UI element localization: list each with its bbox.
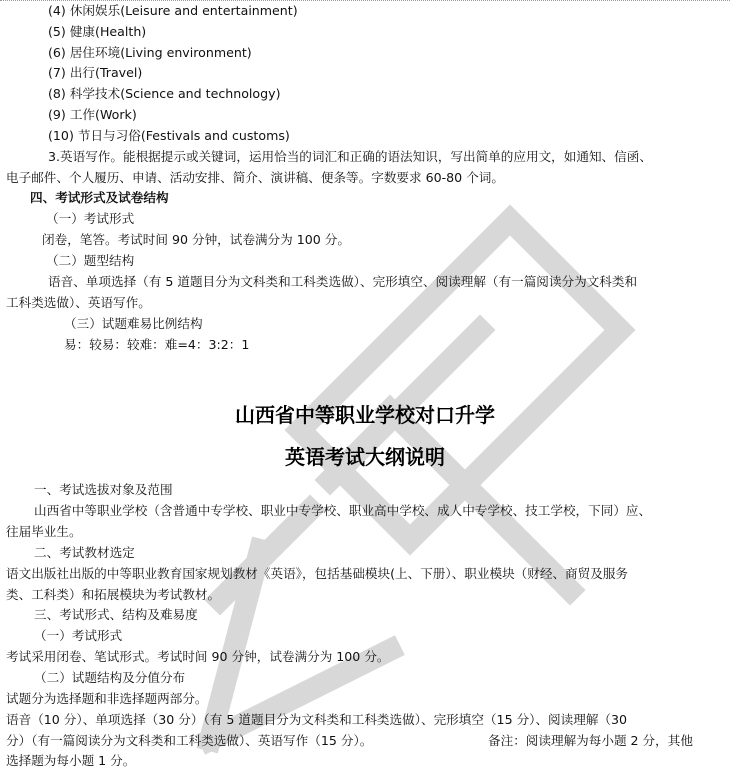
topic-item: (5) 健康(Health) xyxy=(48,24,147,39)
document-subtitle: 英语考试大纲说明 xyxy=(285,445,445,469)
subsection-heading: （一）考试形式 xyxy=(46,211,135,226)
paragraph: 选择题为每小题 1 分。 xyxy=(6,753,136,768)
topic-item: (6) 居住环境(Living environment) xyxy=(48,45,252,60)
document-title: 山西省中等职业学校对口升学 xyxy=(235,403,495,427)
subsection-heading: （三）试题难易比例结构 xyxy=(64,316,203,331)
paragraph: 工科类选做）、英语写作。 xyxy=(6,295,151,310)
section-heading: 二、考试教材选定 xyxy=(34,545,135,560)
section-heading: 四、考试形式及试卷结构 xyxy=(30,190,169,205)
paragraph: 语文出版社出版的中等职业教育国家规划教材《英语》，包括基础模块(上、下册）、职业模块（财经、商贸及服务 xyxy=(6,566,629,581)
section-heading: 三、考试形式、结构及难易度 xyxy=(34,607,198,622)
topic-item: (10) 节日与习俗(Festivals and customs) xyxy=(48,128,290,143)
paragraph: 语音、单项选择（有 5 道题目分为文科类和工科类选做）、完形填空、阅读理解（有一篇阅读分为文科类和 xyxy=(48,274,638,289)
topic-item: (4) 休闲娱乐(Leisure and entertainment) xyxy=(48,3,298,18)
paragraph: 试题分为选择题和非选择题两部分。 xyxy=(6,691,208,706)
subsection-heading: （二）试题结构及分值分布 xyxy=(34,670,186,685)
paragraph: 闭卷，笔答。考试时间 90 分钟，试卷满分为 100 分。 xyxy=(42,232,350,247)
paragraph: 分）（有一篇阅读分为文科类和工科类选做）、英语写作（15 分）。 xyxy=(6,733,373,748)
paragraph: 往届毕业生。 xyxy=(6,524,82,539)
watermark xyxy=(150,180,650,780)
topic-item: (9) 工作(Work) xyxy=(48,107,137,122)
subsection-heading: （一）考试形式 xyxy=(34,628,123,643)
note: 备注：阅读理解为每小题 2 分，其他 xyxy=(488,733,693,748)
writing-requirement: 电子邮件、个人履历、申请、活动安排、简介、演讲稿、便条等。字数要求 60-80 个词。 xyxy=(6,170,504,185)
writing-requirement: 3.英语写作。能根据提示或关键词，运用恰当的词汇和正确的语法知识，写出简单的应用文，如通知、信函、 xyxy=(48,149,652,164)
topic-item: (8) 科学技术(Science and technology) xyxy=(48,86,281,101)
paragraph: 语音（10 分）、单项选择（30 分）（有 5 道题目分为文科类和工科类选做）、完形填空（15 分）、阅读理解（30 xyxy=(6,712,628,727)
subsection-heading: （二）题型结构 xyxy=(46,253,135,268)
paragraph: 山西省中等职业学校（含普通中专学校、职业中专学校、职业高中学校、成人中专学校、技工学校，下同）应、 xyxy=(34,503,652,518)
paragraph: 易：较易：较难：难=4：3:2：1 xyxy=(64,337,250,352)
section-heading: 一、考试选拔对象及范围 xyxy=(34,482,173,497)
paragraph: 考试采用闭卷、笔试形式。考试时间 90 分钟，试卷满分为 100 分。 xyxy=(6,649,390,664)
paragraph: 类、工科类）和拓展模块为考试教材。 xyxy=(6,587,221,602)
topic-item: (7) 出行(Travel) xyxy=(48,65,143,80)
